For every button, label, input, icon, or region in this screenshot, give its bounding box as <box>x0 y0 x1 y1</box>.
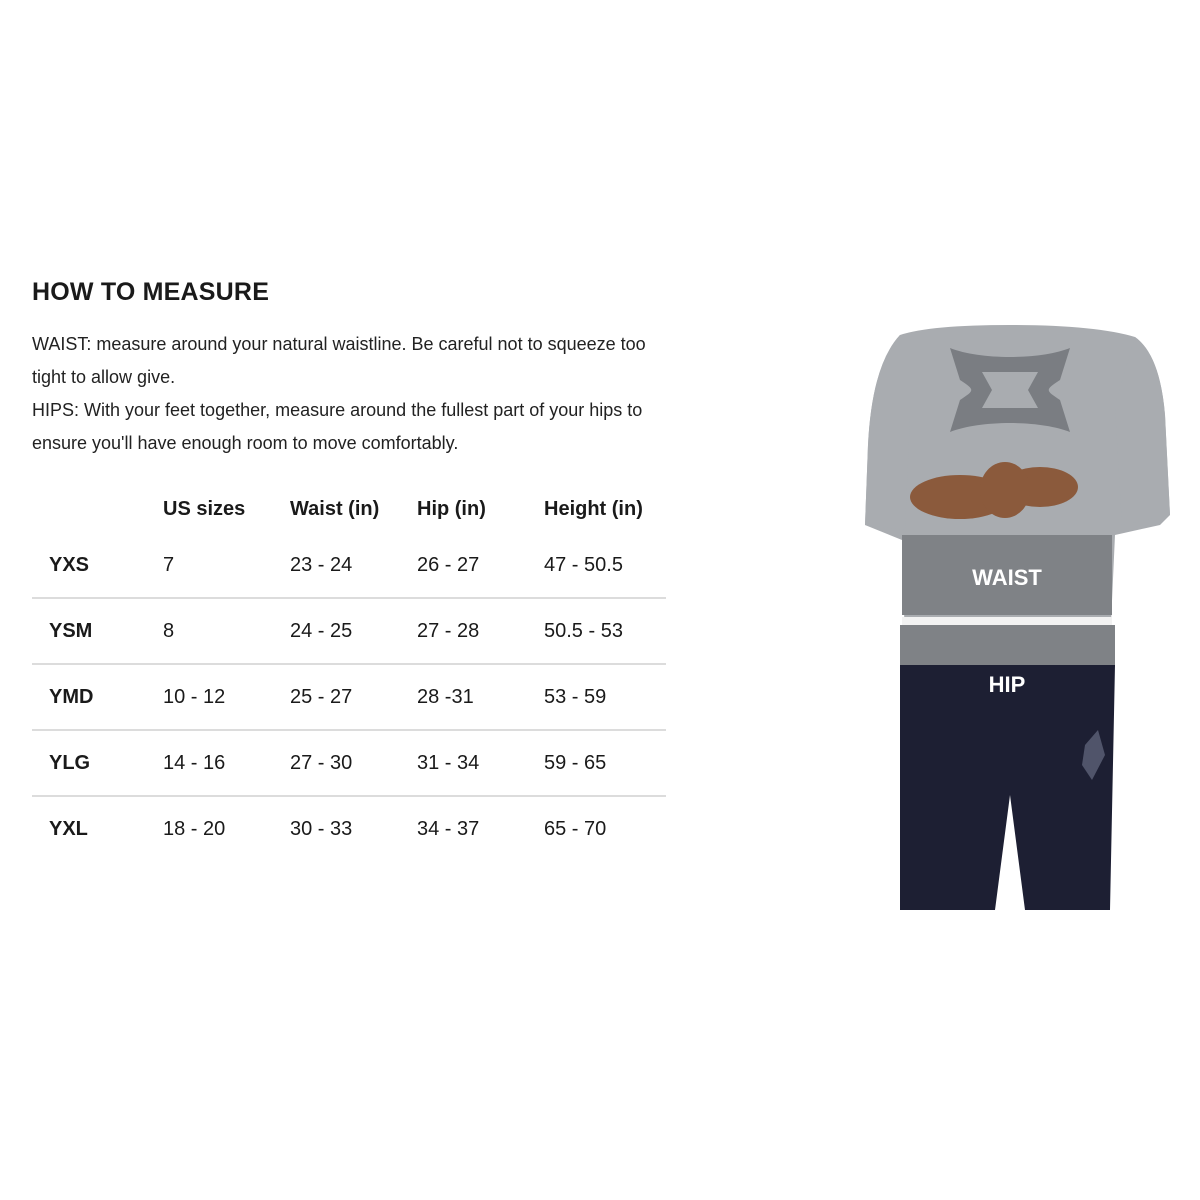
us-size-cell: 14 - 16 <box>163 730 290 796</box>
waist-cell: 24 - 25 <box>290 598 417 664</box>
height-cell: 47 - 50.5 <box>544 533 666 598</box>
us-size-cell: 8 <box>163 598 290 664</box>
us-size-cell: 10 - 12 <box>163 664 290 730</box>
measurement-figure <box>860 325 1175 910</box>
height-cell: 53 - 59 <box>544 664 666 730</box>
height-cell: 65 - 70 <box>544 817 607 840</box>
us-size-cell: 7 <box>163 533 290 598</box>
header-us-sizes: US sizes <box>163 497 246 520</box>
hip-cell: 26 - 27 <box>417 533 544 598</box>
waist-cell: 27 - 30 <box>290 730 417 796</box>
header-hip: Hip (in) <box>417 497 486 520</box>
hip-cell: 34 - 37 <box>417 817 480 840</box>
header-size <box>32 485 163 533</box>
size-label: YXS <box>32 533 163 598</box>
size-label: YMD <box>32 664 163 730</box>
hip-cell: 31 - 34 <box>417 730 544 796</box>
size-label: YLG <box>32 730 163 796</box>
hip-label: HIP <box>988 672 1026 697</box>
waist-label: WAIST <box>972 565 1042 590</box>
size-label: YSM <box>32 598 163 664</box>
hip-band <box>900 625 1115 667</box>
size-chart-table <box>32 485 666 861</box>
height-cell: 59 - 65 <box>544 730 666 796</box>
sleeve-left <box>865 335 910 530</box>
table-row <box>32 796 666 861</box>
height-cell: 50.5 - 53 <box>544 598 666 664</box>
size-label: YXL <box>49 817 88 840</box>
header-height: Height (in) <box>544 497 643 520</box>
table-row <box>32 730 666 796</box>
us-size-cell: 18 - 20 <box>163 817 226 840</box>
hip-cell: 27 - 28 <box>417 598 544 664</box>
table-row <box>32 664 666 730</box>
waist-cell: 30 - 33 <box>290 817 353 840</box>
hips-instruction: HIPS: With your feet together, measure around the fullest part of your hips to ensure you'll have enough room to move comfortably. <box>32 400 643 453</box>
waist-instruction: WAIST: measure around your natural waistline. Be careful not to squeeze too tight to allow give. <box>32 334 646 387</box>
model-illustration <box>860 325 1175 910</box>
table-row <box>32 533 666 598</box>
table-row <box>32 598 666 664</box>
pants-shape <box>900 665 1115 910</box>
page-title: HOW TO MEASURE <box>32 278 270 306</box>
table-header-row <box>32 485 666 533</box>
waist-cell: 25 - 27 <box>290 664 417 730</box>
hip-cell: 28 -31 <box>417 664 544 730</box>
header-waist: Waist (in) <box>290 497 380 520</box>
waist-cell: 23 - 24 <box>290 533 417 598</box>
measure-instructions <box>32 328 672 460</box>
